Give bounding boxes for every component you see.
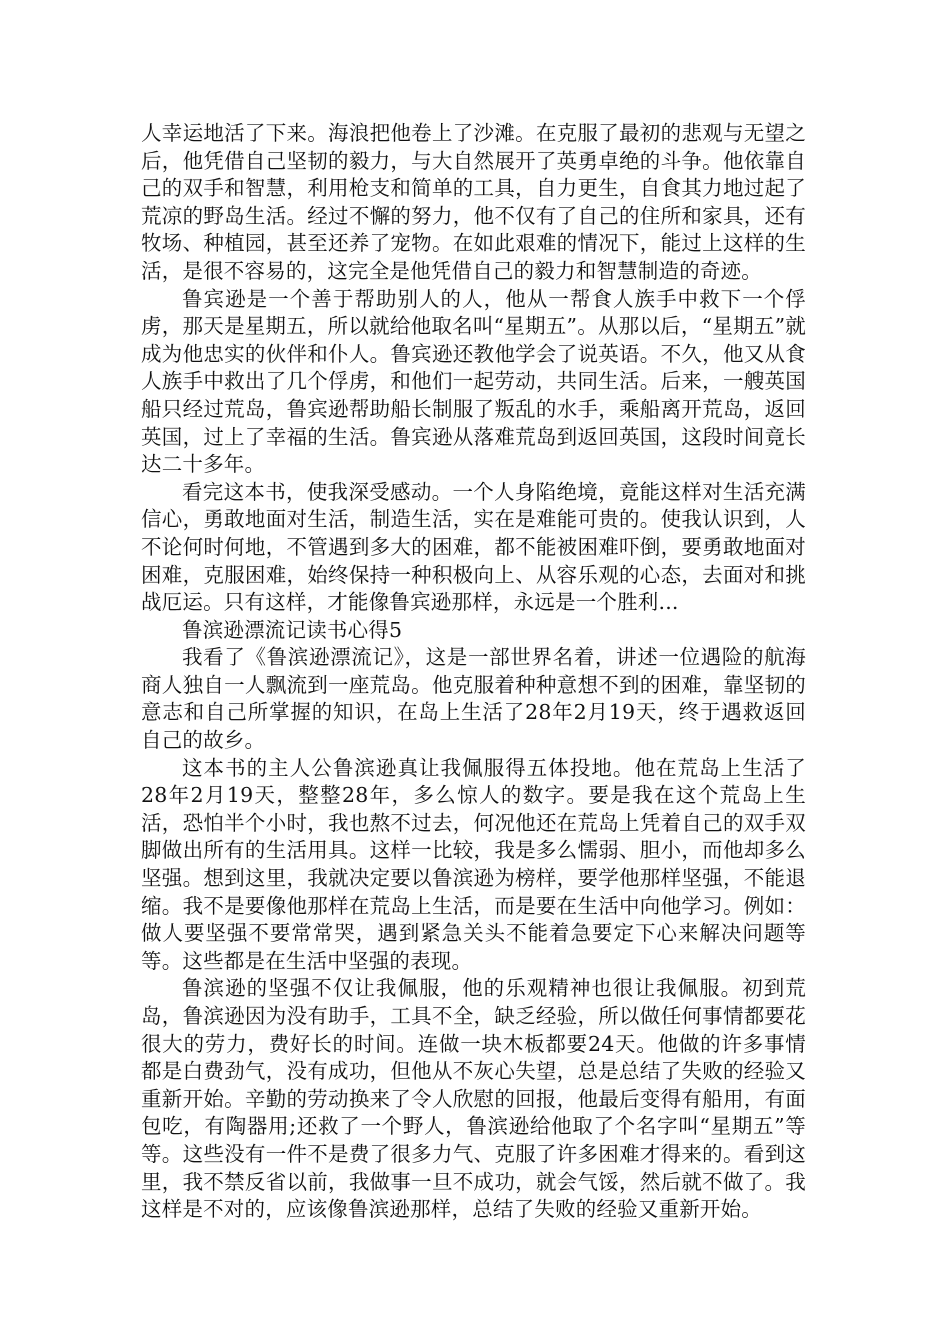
section-title: 鲁滨逊漂流记读书心得5 (182, 617, 403, 642)
paragraph-intro: 我看了《鲁滨逊漂流记》，这是一部世界名着，讲述一位遇险的航海商人独自一人飘流到一座荒岛。他克服着种种意想不到的困难，靠坚韧的意志和自己所掌握的知识，在岛上生活了28年2月19天，终于遇救返回自己的故乡。 (141, 645, 806, 753)
paragraph-admiration: 这本书的主人公鲁滨逊真让我佩服得五体投地。他在荒岛上生活了28年2月19天，整整28年，多么惊人的数字。要是我在这个荒岛上生活，恐怕半个小时，我也熬不过去，何况他还在荒岛上凭着自己的双手双脚做出所有的生活用具。这样一比较，我是多么懦弱、胆小，而他却多么坚强。想到这里，我就决定要以鲁滨逊为榜样，要学他那样坚强，不能退缩。我不是要像他那样在荒岛上生活，而是要在生活中向他学习。例如：做人要坚强不要常常哭，遇到紧急关头不能着急要定下心来解决问题等等。这些都是在生活中坚强的表现。 (141, 755, 806, 973)
paragraph-continuation: 人幸运地活了下来。海浪把他卷上了沙滩。在克服了最初的悲观与无望之后，他凭借自己坚韧的毅力，与大自然展开了英勇卓绝的斗争。他依靠自己的双手和智慧，利用枪支和简单的工具，自力更生，自食其力地过起了荒凉的野岛生活。经过不懈的努力，他不仅有了自己的住所和家具，还有牧场、种植园，甚至还养了宠物。在如此艰难的情况下，能过上这样的生活，是很不容易的，这完全是他凭借自己的毅力和智慧制造的奇迹。 (141, 121, 806, 283)
paragraph-friday: 鲁宾逊是一个善于帮助别人的人，他从一帮食人族手中救下一个俘虏，那天是星期五，所以就给他取名叫“星期五”。从那以后，“星期五”就成为他忠实的伙伴和仆人。鲁宾逊还教他学会了说英语。不久，他又从食人族手中救出了几个俘虏，和他们一起劳动，共同生活。后来，一艘英国船只经过荒岛，鲁宾逊帮助船长制服了叛乱的水手，乘船离开荒岛，返回英国，过上了幸福的生活。鲁宾逊从落难荒岛到返回英国，这段时间竟长达二十多年。 (141, 286, 806, 477)
paragraph-optimism: 鲁滨逊的坚强不仅让我佩服，他的乐观精神也很让我佩服。初到荒岛，鲁滨逊因为没有助手，工具不全，缺乏经验，所以做任何事情都要花很大的劳力，费好长的时间。连做一块木板都要24天。他做的许多事情都是白费劲气，没有成功，但他从不灰心失望，总是总结了失败的经验又重新开始。辛勤的劳动换来了令人欣慰的回报，他最后变得有船用，有面包吃，有陶器用;还救了一个野人，鲁滨逊给他取了个名字叫“星期五”等等。这些没有一件不是费了很多力气、克服了许多困难才得来的。看到这里，我不禁反省以前，我做事一旦不成功，就会气馁，然后就不做了。我这样是不对的，应该像鲁滨逊那样，总结了失败的经验又重新开始。 (141, 976, 806, 1222)
paragraph-reflection: 看完这本书，使我深受感动。一个人身陷绝境，竟能这样对生活充满信心，勇敢地面对生活，制造生活，实在是难能可贵的。使我认识到，人不论何时何地，不管遇到多大的困难，都不能被困难吓倒，要勇敢地面对困难，克服困难，始终保持一种积极向上、从容乐观的心态，去面对和挑战厄运。只有这样，才能像鲁宾逊那样，永远是一个胜利... (141, 479, 806, 615)
document-body (141, 120, 806, 1224)
